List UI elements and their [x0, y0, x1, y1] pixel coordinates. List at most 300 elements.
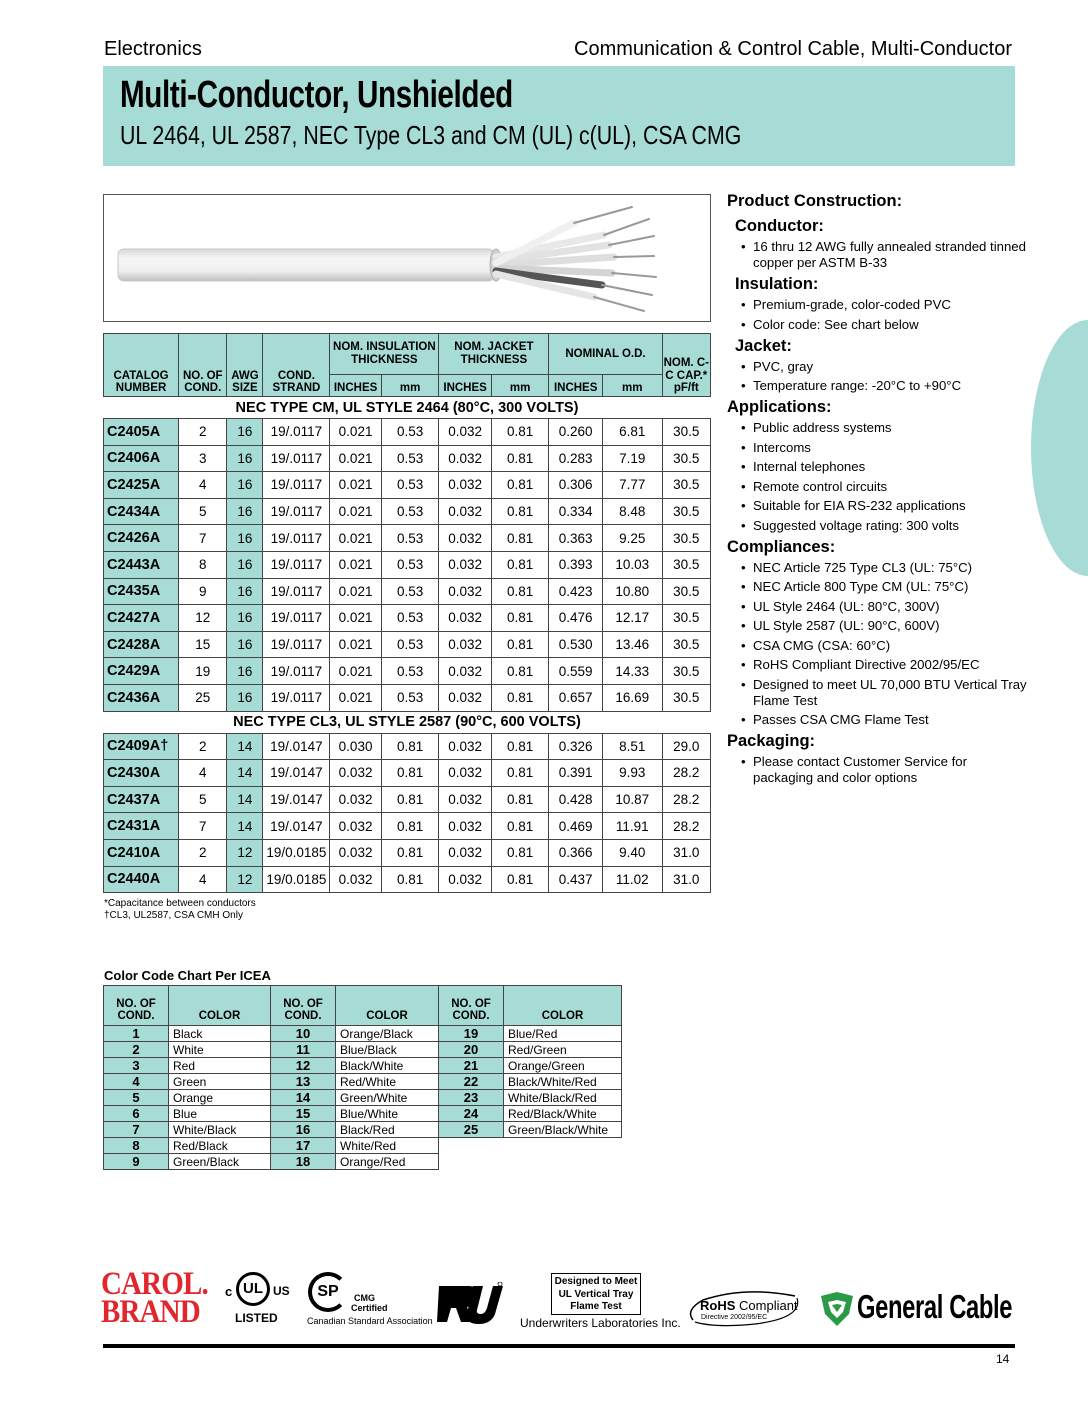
od-mm-cell: 8.48 — [602, 498, 662, 525]
conductor-number-cell: 7 — [104, 1122, 169, 1138]
conductor-heading: Conductor: — [735, 217, 824, 235]
jacket-inches-cell: 0.032 — [439, 760, 491, 787]
insulation-mm-cell: 0.53 — [381, 684, 439, 711]
general-cable-text: General Cable — [857, 1288, 1013, 1325]
capacitance-cell: 28.2 — [662, 760, 710, 787]
table-row — [104, 813, 711, 840]
conductor-number-cell: 1 — [104, 1026, 169, 1042]
conductor-number-cell: 24 — [439, 1106, 504, 1122]
col-header-strand: COND. STRAND — [263, 334, 330, 397]
od-inches-cell: 0.391 — [549, 760, 602, 787]
color-chart-row — [104, 1026, 622, 1042]
cc-header-color: COLOR — [336, 986, 439, 1026]
cc-header-no: NO. OF COND. — [104, 986, 169, 1026]
insulation-inches-cell: 0.032 — [330, 813, 381, 840]
cul-c-text: c — [225, 1284, 233, 1299]
jacket-inches-cell: 0.032 — [439, 839, 491, 866]
conductor-color-cell: Blue/Red — [504, 1026, 622, 1042]
od-inches-cell: 0.428 — [549, 786, 602, 813]
awg-size-cell: 14 — [227, 733, 263, 760]
od-inches-cell: 0.393 — [549, 551, 602, 578]
jacket-mm-cell: 0.81 — [491, 866, 549, 893]
flame-test-box — [551, 1273, 641, 1315]
bullet-item: • UL Style 2464 (UL: 80°C, 300V) — [741, 599, 1027, 615]
no-of-cond-cell: 7 — [179, 525, 227, 552]
packaging-heading: Packaging: — [727, 732, 816, 750]
catalog-number-cell: C2440A — [104, 866, 179, 893]
cable-illustration-icon — [104, 195, 710, 321]
od-inches-cell: 0.437 — [549, 866, 602, 893]
jacket-inches-cell: 0.032 — [439, 472, 491, 499]
conductor-number-cell: 5 — [104, 1090, 169, 1106]
insulation-inches-cell: 0.021 — [330, 445, 381, 472]
table-row — [104, 525, 711, 552]
awg-size-cell: 16 — [227, 684, 263, 711]
conductor-number-cell: 6 — [104, 1106, 169, 1122]
conductor-color-cell: Red/Green — [504, 1042, 622, 1058]
cc-header-color: COLOR — [169, 986, 271, 1026]
jacket-mm-cell: 0.81 — [491, 839, 549, 866]
conductor-color-cell: Orange/Green — [504, 1058, 622, 1074]
general-cable-shield-icon — [819, 1292, 855, 1328]
color-chart-row — [104, 1138, 622, 1154]
rohs-directive-text: Directive 2002/95/EC — [701, 1314, 768, 1321]
table-row — [104, 631, 711, 658]
insulation-mm-cell: 0.53 — [381, 578, 439, 605]
cond-strand-cell: 19/.0117 — [263, 419, 330, 446]
capacitance-cell: 30.5 — [662, 605, 710, 632]
csa-cmg-text: CMG — [354, 1293, 375, 1303]
jacket-list — [741, 359, 1027, 395]
cond-strand-cell: 19/.0147 — [263, 786, 330, 813]
no-of-cond-cell: 15 — [179, 631, 227, 658]
od-mm-cell: 7.19 — [602, 445, 662, 472]
no-of-cond-cell: 4 — [179, 472, 227, 499]
conductor-number-cell: 12 — [271, 1058, 336, 1074]
conductor-number-cell: 20 — [439, 1042, 504, 1058]
conductor-color-cell: White/Black/Red — [504, 1090, 622, 1106]
applications-list — [741, 420, 1027, 534]
jacket-inches-cell: 0.032 — [439, 419, 491, 446]
jacket-mm-cell: 0.81 — [491, 445, 549, 472]
capacitance-cell: 28.2 — [662, 813, 710, 840]
capacitance-cell: 31.0 — [662, 866, 710, 893]
footnotes — [104, 898, 256, 922]
conductor-color-cell: Red/Black — [169, 1138, 271, 1154]
table-row — [104, 760, 711, 787]
table-row — [104, 866, 711, 893]
cul-listed-text: LISTED — [235, 1311, 278, 1325]
awg-size-cell: 16 — [227, 445, 263, 472]
conductor-number-cell: 14 — [271, 1090, 336, 1106]
awg-size-cell: 16 — [227, 605, 263, 632]
catalog-number-cell: C2437A — [104, 786, 179, 813]
od-inches-cell: 0.423 — [549, 578, 602, 605]
csa-circle-icon: SP — [308, 1272, 348, 1312]
no-of-cond-cell: 25 — [179, 684, 227, 711]
footnote: †CL3, UL2587, CSA CMH Only — [104, 910, 243, 921]
insulation-mm-cell: 0.53 — [381, 525, 439, 552]
table-row — [104, 445, 711, 472]
awg-size-cell: 16 — [227, 472, 263, 499]
catalog-number-cell: C2405A — [104, 419, 179, 446]
awg-size-cell: 16 — [227, 419, 263, 446]
catalog-number-cell: C2429A — [104, 658, 179, 685]
subheader-inches: INCHES — [549, 375, 602, 397]
conductor-number-cell: 15 — [271, 1106, 336, 1122]
cond-strand-cell: 19/.0147 — [263, 733, 330, 760]
color-chart-body — [104, 1026, 622, 1170]
cond-strand-cell: 19/.0117 — [263, 498, 330, 525]
capacitance-cell: 30.5 — [662, 684, 710, 711]
empty-cell — [439, 1154, 504, 1170]
header-category: Electronics — [104, 38, 202, 60]
no-of-cond-cell: 5 — [179, 498, 227, 525]
jacket-mm-cell: 0.81 — [491, 498, 549, 525]
subheader-mm: mm — [491, 375, 549, 397]
conductor-number-cell: 18 — [271, 1154, 336, 1170]
cul-listed-logo — [225, 1270, 297, 1330]
catalog-number-cell: C2406A — [104, 445, 179, 472]
jacket-inches-cell: 0.032 — [439, 605, 491, 632]
jacket-mm-cell: 0.81 — [491, 472, 549, 499]
capacitance-cell: 31.0 — [662, 839, 710, 866]
rohs-compliant-text: Compliant — [739, 1298, 798, 1313]
col-header-jacket: NOM. JACKET THICKNESS — [439, 334, 549, 375]
conductor-number-cell: 17 — [271, 1138, 336, 1154]
conductor-color-cell: Orange/Red — [336, 1154, 439, 1170]
csa-certified-text: Certified — [351, 1303, 388, 1313]
od-inches-cell: 0.366 — [549, 839, 602, 866]
bullet-item: • Intercoms — [741, 440, 1027, 456]
jacket-inches-cell: 0.032 — [439, 551, 491, 578]
flame-box-line: UL Vertical Tray — [558, 1288, 634, 1300]
insulation-mm-cell: 0.53 — [381, 605, 439, 632]
conductor-number-cell: 13 — [271, 1074, 336, 1090]
table-row — [104, 419, 711, 446]
csa-name-text: Canadian Standard Association — [307, 1316, 433, 1326]
bullet-item: • Suggested voltage rating: 300 volts — [741, 518, 1027, 534]
applications-heading: Applications: — [727, 398, 832, 416]
od-mm-cell: 7.77 — [602, 472, 662, 499]
insulation-inches-cell: 0.032 — [330, 786, 381, 813]
rohs-text — [700, 1298, 798, 1313]
no-of-cond-cell: 4 — [179, 760, 227, 787]
rohs-bold-text: RoHS — [700, 1298, 736, 1313]
cable-image — [103, 194, 711, 322]
cond-strand-cell: 19/.0117 — [263, 631, 330, 658]
table-row — [104, 605, 711, 632]
capacitance-cell: 30.5 — [662, 551, 710, 578]
awg-size-cell: 16 — [227, 578, 263, 605]
jacket-inches-cell: 0.032 — [439, 658, 491, 685]
cond-strand-cell: 19/.0147 — [263, 760, 330, 787]
od-inches-cell: 0.559 — [549, 658, 602, 685]
color-chart-row — [104, 1090, 622, 1106]
insulation-mm-cell: 0.53 — [381, 631, 439, 658]
insulation-mm-cell: 0.81 — [381, 760, 439, 787]
conductor-color-cell: Blue — [169, 1106, 271, 1122]
compliances-heading: Compliances: — [727, 537, 836, 556]
insulation-inches-cell: 0.032 — [330, 866, 381, 893]
insulation-inches-cell: 0.021 — [330, 498, 381, 525]
insulation-mm-cell: 0.53 — [381, 445, 439, 472]
conductor-number-cell: 25 — [439, 1122, 504, 1138]
bullet-item: • NEC Article 800 Type CM (UL: 75°C) — [741, 579, 1027, 595]
jacket-mm-cell: 0.81 — [491, 605, 549, 632]
jacket-mm-cell: 0.81 — [491, 684, 549, 711]
conductor-number-cell: 8 — [104, 1138, 169, 1154]
cond-strand-cell: 19/0.0185 — [263, 839, 330, 866]
awg-size-cell: 14 — [227, 786, 263, 813]
insulation-heading: Insulation: — [735, 275, 819, 293]
conductor-color-cell: Black — [169, 1026, 271, 1042]
catalog-number-cell: C2425A — [104, 472, 179, 499]
od-mm-cell: 8.51 — [602, 733, 662, 760]
od-inches-cell: 0.363 — [549, 525, 602, 552]
subheader-mm: mm — [381, 375, 439, 397]
side-tab-decoration — [1031, 320, 1088, 576]
page-title: Multi-Conductor, Unshielded — [120, 74, 513, 116]
flame-box-line: Designed to Meet — [554, 1276, 638, 1287]
no-of-cond-cell: 3 — [179, 445, 227, 472]
col-header-awg: AWG SIZE — [227, 334, 263, 397]
od-mm-cell: 16.69 — [602, 684, 662, 711]
no-of-cond-cell: 2 — [179, 419, 227, 446]
awg-size-cell: 16 — [227, 525, 263, 552]
empty-cell — [439, 1138, 504, 1154]
cond-strand-cell: 19/.0117 — [263, 658, 330, 685]
awg-size-cell: 12 — [227, 866, 263, 893]
od-inches-cell: 0.260 — [549, 419, 602, 446]
conductor-color-cell: Orange/Black — [336, 1026, 439, 1042]
insulation-mm-cell: 0.53 — [381, 472, 439, 499]
empty-cell — [504, 1154, 622, 1170]
jacket-inches-cell: 0.032 — [439, 866, 491, 893]
bullet-item: • Please contact Customer Service for packaging and color options — [741, 754, 1027, 786]
flame-org-text: Underwriters Laboratories Inc. — [520, 1316, 681, 1330]
col-header-no-cond: NO. OF COND. — [179, 334, 227, 397]
conductor-number-cell: 22 — [439, 1074, 504, 1090]
title-banner — [103, 66, 1015, 166]
page-number: 14 — [996, 1352, 1010, 1366]
od-inches-cell: 0.326 — [549, 733, 602, 760]
conductor-color-cell: Green/Black/White — [504, 1122, 622, 1138]
bullet-item: • Public address systems — [741, 420, 1027, 436]
od-inches-cell: 0.306 — [549, 472, 602, 499]
col-header-insulation: NOM. INSULATION THICKNESS — [330, 334, 439, 375]
catalog-number-cell: C2427A — [104, 605, 179, 632]
jacket-mm-cell: 0.81 — [491, 658, 549, 685]
awg-size-cell: 16 — [227, 631, 263, 658]
conductor-number-cell: 23 — [439, 1090, 504, 1106]
catalog-number-cell: C2436A — [104, 684, 179, 711]
table-row — [104, 684, 711, 711]
insulation-inches-cell: 0.030 — [330, 733, 381, 760]
od-mm-cell: 10.03 — [602, 551, 662, 578]
catalog-number-cell: C2435A — [104, 578, 179, 605]
rohs-logo — [685, 1290, 800, 1328]
od-mm-cell: 11.91 — [602, 813, 662, 840]
bullet-item: • CSA CMG (CSA: 60°C) — [741, 638, 1027, 654]
bullet-item: • Temperature range: -20°C to +90°C — [741, 378, 1027, 394]
bullet-item: • Color code: See chart below — [741, 317, 1027, 333]
catalog-number-cell: C2410A — [104, 839, 179, 866]
insulation-inches-cell: 0.021 — [330, 658, 381, 685]
bullet-item: • Remote control circuits — [741, 479, 1027, 495]
bullet-item: • UL Style 2587 (UL: 90°C, 600V) — [741, 618, 1027, 634]
color-chart-row — [104, 1106, 622, 1122]
ul-circle-icon: UL — [236, 1272, 270, 1306]
capacitance-cell: 30.5 — [662, 658, 710, 685]
table-row — [104, 578, 711, 605]
cond-strand-cell: 19/.0117 — [263, 525, 330, 552]
jacket-mm-cell: 0.81 — [491, 813, 549, 840]
awg-size-cell: 16 — [227, 498, 263, 525]
jacket-inches-cell: 0.032 — [439, 786, 491, 813]
insulation-list — [741, 297, 1027, 333]
compliances-list — [741, 560, 1027, 729]
table-row — [104, 658, 711, 685]
insulation-mm-cell: 0.53 — [381, 498, 439, 525]
cond-strand-cell: 19/.0117 — [263, 445, 330, 472]
conductor-color-cell: White — [169, 1042, 271, 1058]
conductor-color-cell: Red/White — [336, 1074, 439, 1090]
capacitance-cell: 30.5 — [662, 419, 710, 446]
jacket-mm-cell: 0.81 — [491, 760, 549, 787]
od-mm-cell: 14.33 — [602, 658, 662, 685]
conductor-color-cell: Green/White — [336, 1090, 439, 1106]
conductor-number-cell: 16 — [271, 1122, 336, 1138]
capacitance-cell: 30.5 — [662, 631, 710, 658]
cond-strand-cell: 19/0.0185 — [263, 866, 330, 893]
cond-strand-cell: 19/.0117 — [263, 472, 330, 499]
bullet-item: • RoHS Compliant Directive 2002/95/EC — [741, 657, 1027, 673]
conductor-color-cell: White/Red — [336, 1138, 439, 1154]
jacket-inches-cell: 0.032 — [439, 813, 491, 840]
jacket-heading: Jacket: — [735, 336, 792, 355]
insulation-mm-cell: 0.53 — [381, 658, 439, 685]
jacket-mm-cell: 0.81 — [491, 733, 549, 760]
color-chart-row — [104, 1154, 622, 1170]
ur-recognized-logo — [437, 1282, 503, 1331]
catalog-number-cell: C2409A† — [104, 733, 179, 760]
bullet-item: • PVC, gray — [741, 359, 1027, 375]
insulation-mm-cell: 0.81 — [381, 813, 439, 840]
od-mm-cell: 6.81 — [602, 419, 662, 446]
conductor-number-cell: 9 — [104, 1154, 169, 1170]
insulation-inches-cell: 0.021 — [330, 631, 381, 658]
capacitance-cell: 30.5 — [662, 445, 710, 472]
insulation-inches-cell: 0.021 — [330, 578, 381, 605]
conductor-number-cell: 10 — [271, 1026, 336, 1042]
awg-size-cell: 12 — [227, 839, 263, 866]
col-header-od: NOMINAL O.D. — [549, 334, 662, 375]
bullet-item: • Designed to meet UL 70,000 BTU Vertical Tray Flame Test — [741, 677, 1027, 709]
carol-logo-line: BRAND — [101, 1294, 200, 1330]
conductor-color-cell: White/Black — [169, 1122, 271, 1138]
conductor-color-cell: Red/Black/White — [504, 1106, 622, 1122]
no-of-cond-cell: 8 — [179, 551, 227, 578]
no-of-cond-cell: 2 — [179, 733, 227, 760]
insulation-inches-cell: 0.021 — [330, 525, 381, 552]
ul-flame-test-logo — [520, 1273, 681, 1333]
conductor-color-cell: Red — [169, 1058, 271, 1074]
conductor-color-cell: Orange — [169, 1090, 271, 1106]
csa-logo — [306, 1270, 431, 1330]
catalog-number-cell: C2443A — [104, 551, 179, 578]
conductor-list — [741, 239, 1027, 271]
conductor-number-cell: 19 — [439, 1026, 504, 1042]
od-inches-cell: 0.476 — [549, 605, 602, 632]
color-chart-title: Color Code Chart Per ICEA — [104, 968, 271, 983]
section-title: NEC TYPE CL3, UL STYLE 2587 (90°C, 600 VOLTS) — [104, 711, 711, 733]
conductor-color-cell: Blue/Black — [336, 1042, 439, 1058]
color-chart-row — [104, 1074, 622, 1090]
flame-box-line: Flame Test — [570, 1301, 622, 1312]
page-subtitle: UL 2464, UL 2587, NEC Type CL3 and CM (UL) c(UL), CSA CMG — [120, 120, 742, 150]
no-of-cond-cell: 2 — [179, 839, 227, 866]
conductor-number-cell: 4 — [104, 1074, 169, 1090]
od-mm-cell: 9.93 — [602, 760, 662, 787]
insulation-inches-cell: 0.021 — [330, 472, 381, 499]
section-title: NEC TYPE CM, UL STYLE 2464 (80°C, 300 VOLTS) — [104, 397, 711, 419]
insulation-mm-cell: 0.81 — [381, 839, 439, 866]
capacitance-cell: 30.5 — [662, 525, 710, 552]
table-row — [104, 839, 711, 866]
subheader-inches: INCHES — [439, 375, 491, 397]
jacket-inches-cell: 0.032 — [439, 733, 491, 760]
od-inches-cell: 0.469 — [549, 813, 602, 840]
carol-brand-logo — [101, 1266, 208, 1330]
color-chart-row — [104, 1042, 622, 1058]
od-inches-cell: 0.334 — [549, 498, 602, 525]
conductor-number-cell: 2 — [104, 1042, 169, 1058]
jacket-mm-cell: 0.81 — [491, 578, 549, 605]
conductor-color-cell: Green — [169, 1074, 271, 1090]
no-of-cond-cell: 9 — [179, 578, 227, 605]
cul-us-text: US — [273, 1284, 290, 1298]
color-chart-table — [103, 985, 622, 1170]
footer-divider — [103, 1344, 1015, 1348]
awg-size-cell: 16 — [227, 658, 263, 685]
jacket-mm-cell: 0.81 — [491, 551, 549, 578]
od-mm-cell: 13.46 — [602, 631, 662, 658]
od-mm-cell: 10.80 — [602, 578, 662, 605]
od-inches-cell: 0.530 — [549, 631, 602, 658]
section-header-row — [104, 397, 711, 419]
insulation-mm-cell: 0.81 — [381, 786, 439, 813]
jacket-mm-cell: 0.81 — [491, 786, 549, 813]
cc-header-color: COLOR — [504, 986, 622, 1026]
insulation-mm-cell: 0.81 — [381, 866, 439, 893]
capacitance-cell: 30.5 — [662, 472, 710, 499]
conductor-color-cell: Green/Black — [169, 1154, 271, 1170]
jacket-inches-cell: 0.032 — [439, 631, 491, 658]
subheader-mm: mm — [602, 375, 662, 397]
bullet-item: • Premium-grade, color-coded PVC — [741, 297, 1027, 313]
jacket-inches-cell: 0.032 — [439, 684, 491, 711]
packaging-list — [741, 754, 1027, 786]
spec-table-body — [104, 397, 711, 893]
no-of-cond-cell: 7 — [179, 813, 227, 840]
cc-header-no: NO. OF COND. — [271, 986, 336, 1026]
catalog-number-cell: C2428A — [104, 631, 179, 658]
subheader-inches: INCHES — [330, 375, 381, 397]
jacket-inches-cell: 0.032 — [439, 525, 491, 552]
awg-size-cell: 16 — [227, 551, 263, 578]
bullet-item: • Passes CSA CMG Flame Test — [741, 712, 1027, 728]
